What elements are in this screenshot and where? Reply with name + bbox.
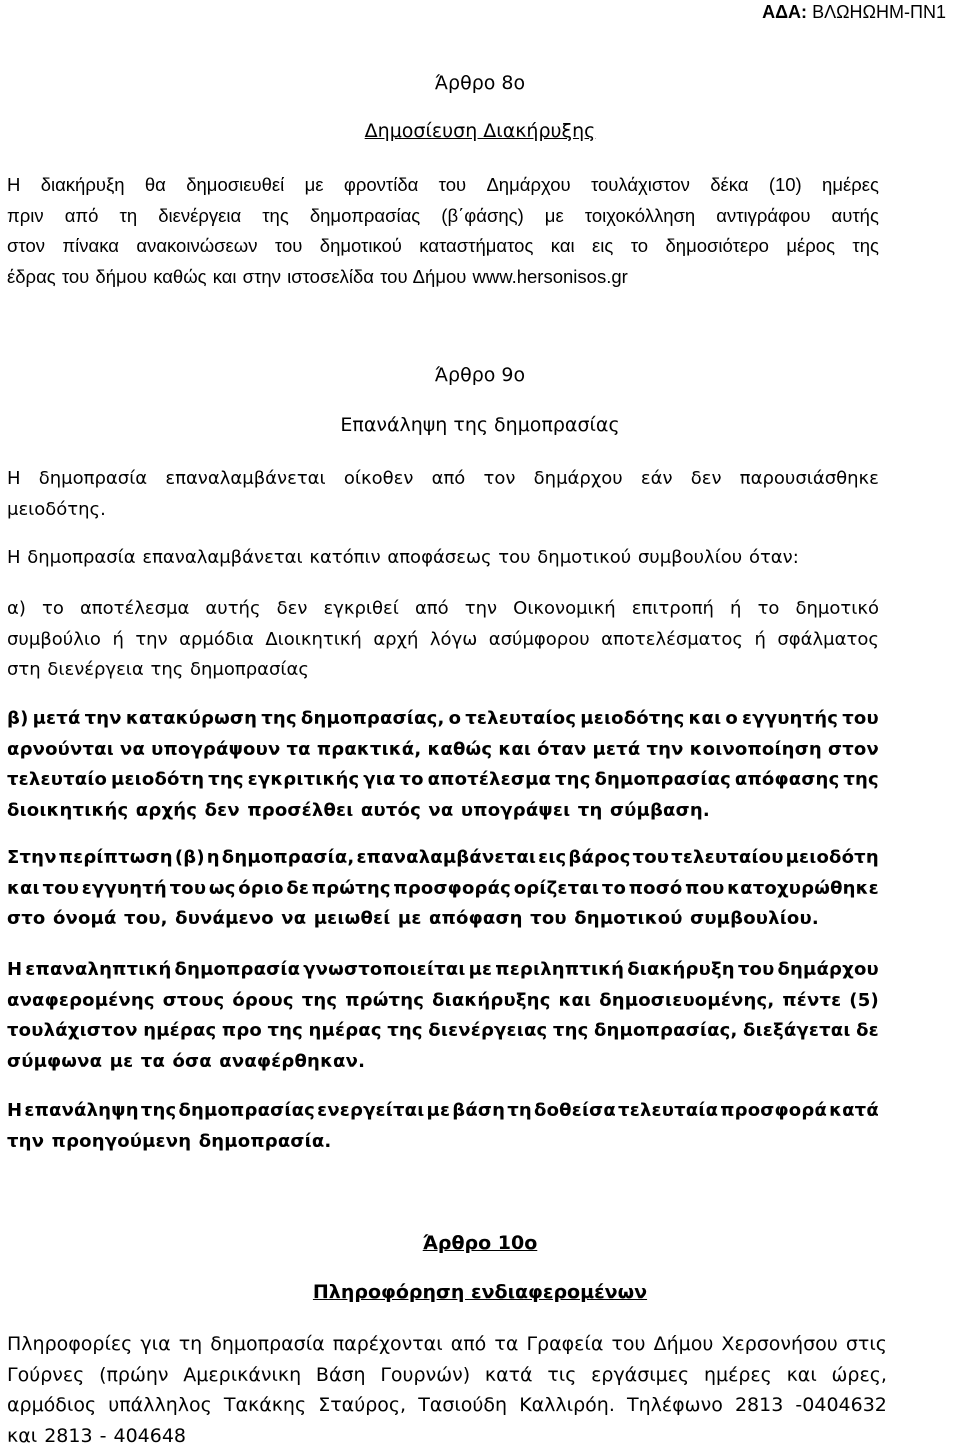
article10-line: αρμόδιος υπάλληλος Τακάκης Σταύρος, Τασιούδη Καλλιρόη. Τηλέφωνο 2813 -0404632 [7,1390,887,1421]
article9-title: Άρθρο 9ο [0,364,960,386]
article9-p4-line: αρνούνται να υπογράψουν τα πρακτικά, καθώς και όταν μετά την κοινοποίηση στον [7,735,879,766]
article10-paragraph [7,1329,887,1451]
article9-paragraph-3 [7,594,879,686]
article10-subtitle-wrap [0,1281,960,1303]
article9-p1-line: Η δημοπρασία επαναλαμβάνεται οίκοθεν από τον δημάρχου εάν δεν παρουσιάσθηκε [7,464,879,495]
article8-line: Η διακήρυξη θα δημοσιευθεί με φροντίδα του Δημάρχου τουλάχιστον δέκα (10) ημέρες [7,170,879,201]
article9-p5-line: και του εγγυητή του ως όριο δε πρώτης προσφοράς ορίζεται το ποσό που κατοχυρώθηκε [7,874,879,905]
article9-paragraph-1 [7,464,879,525]
article9-paragraph-4 [7,704,879,826]
article8-subtitle-wrap [0,120,960,142]
article10-line: Πληροφορίες για τη δημοπρασία παρέχονται από τα Γραφεία του Δήμου Χερσονήσου στις [7,1329,887,1360]
article9-paragraph-6 [7,955,879,1077]
article9-p5-line: Στην περίπτωση (β) η δημοπρασία, επαναλαμβάνεται εις βάρος του τελευταίου μειοδότη [7,843,879,874]
article8-paragraph [7,170,879,292]
article10-line: Γούρνες (πρώην Αμερικάνικη Βάση Γουρνών) κατά τις εργάσιμες ημέρες και ώρες, [7,1360,887,1391]
article9-p6-line: σύμφωνα με τα όσα αναφέρθηκαν. [7,1047,879,1078]
article8-line: πριν από τη διενέργεια της δημοπρασίας (β΄φάσης) με τοιχοκόλληση αντιγράφου αυτής [7,201,879,232]
article9-p7-line: Η επανάληψη της δημοπρασίας ενεργείται με βάση τη δοθείσα τελευταία προσφορά κατά [7,1096,879,1127]
article9-paragraph-2 [7,543,879,574]
article9-p4-line: β) μετά την κατακύρωση της δημοπρασίας, ο τελευταίος μειοδότης και ο εγγυητής του [7,704,879,735]
article9-p2-line: Η δημοπρασία επαναλαμβάνεται κατόπιν αποφάσεως του δημοτικού συμβουλίου όταν: [7,543,879,574]
article9-paragraph-7 [7,1096,879,1157]
article9-p3-line: α) το αποτέλεσμα αυτής δεν εγκριθεί από την Οικονομική επιτροπή ή το δημοτικό [7,594,879,625]
article8-line: έδρας του δήμου καθώς και στην ιστοσελίδα του Δήμου www.hersonisos.gr [7,262,879,293]
article9-p6-line: αναφερομένης στους όρους της πρώτης διακήρυξης και δημοσιευομένης, πέντε (5) [7,986,879,1017]
article8-title: Άρθρο 8ο [0,72,960,94]
article9-p7-line: την προηγούμενη δημοπρασία. [7,1127,879,1158]
article9-p1-line: μειοδότης. [7,495,879,526]
article10-title-wrap [0,1232,960,1254]
ada-code: ΒΛΩΗΩΗΜ-ΠΝ1 [812,2,946,22]
article8-subtitle: Δημοσίευση Διακήρυξης [365,120,596,142]
article9-p3-line: στη διενέργεια της δημοπρασίας [7,655,879,686]
article9-p5-line: στο όνομά του, δυνάμενο να μειωθεί με απόφαση του δημοτικού συμβουλίου. [7,904,879,935]
article9-p6-line: τουλάχιστον ημέρας προ της ημέρας της διενέργειας της δημοπρασίας, διεξάγεται δε [7,1016,879,1047]
article9-paragraph-5 [7,843,879,935]
article9-p4-line: διοικητικής αρχής δεν προσέλθει αυτός να υπογράψει τη σύμβαση. [7,796,879,827]
article8-line: στον πίνακα ανακοινώσεων του δημοτικού καταστήματος και εις το δημοσιότερο μέρος της [7,231,879,262]
article9-p6-line: Η επαναληπτική δημοπρασία γνωστοποιείται με περιληπτική διακήρυξη του δημάρχου [7,955,879,986]
article10-subtitle: Πληροφόρηση ενδιαφερομένων [313,1281,647,1303]
article10-line: και 2813 - 404648 [7,1421,887,1451]
ada-prefix: ΑΔΑ: [762,2,807,22]
article9-subtitle: Επανάληψη της δημοπρασίας [0,414,960,436]
article10-title: Άρθρο 10ο [423,1232,538,1254]
article9-p3-line: συμβούλιο ή την αρμόδια Διοικητική αρχή λόγω ασύμφορου αποτελέσματος ή σφάλματος [7,625,879,656]
article9-p4-line: τελευταίο μειοδότη της εγκριτικής για το αποτέλεσμα της δημοπρασίας απόφασης της [7,765,879,796]
ada-header [762,2,946,23]
